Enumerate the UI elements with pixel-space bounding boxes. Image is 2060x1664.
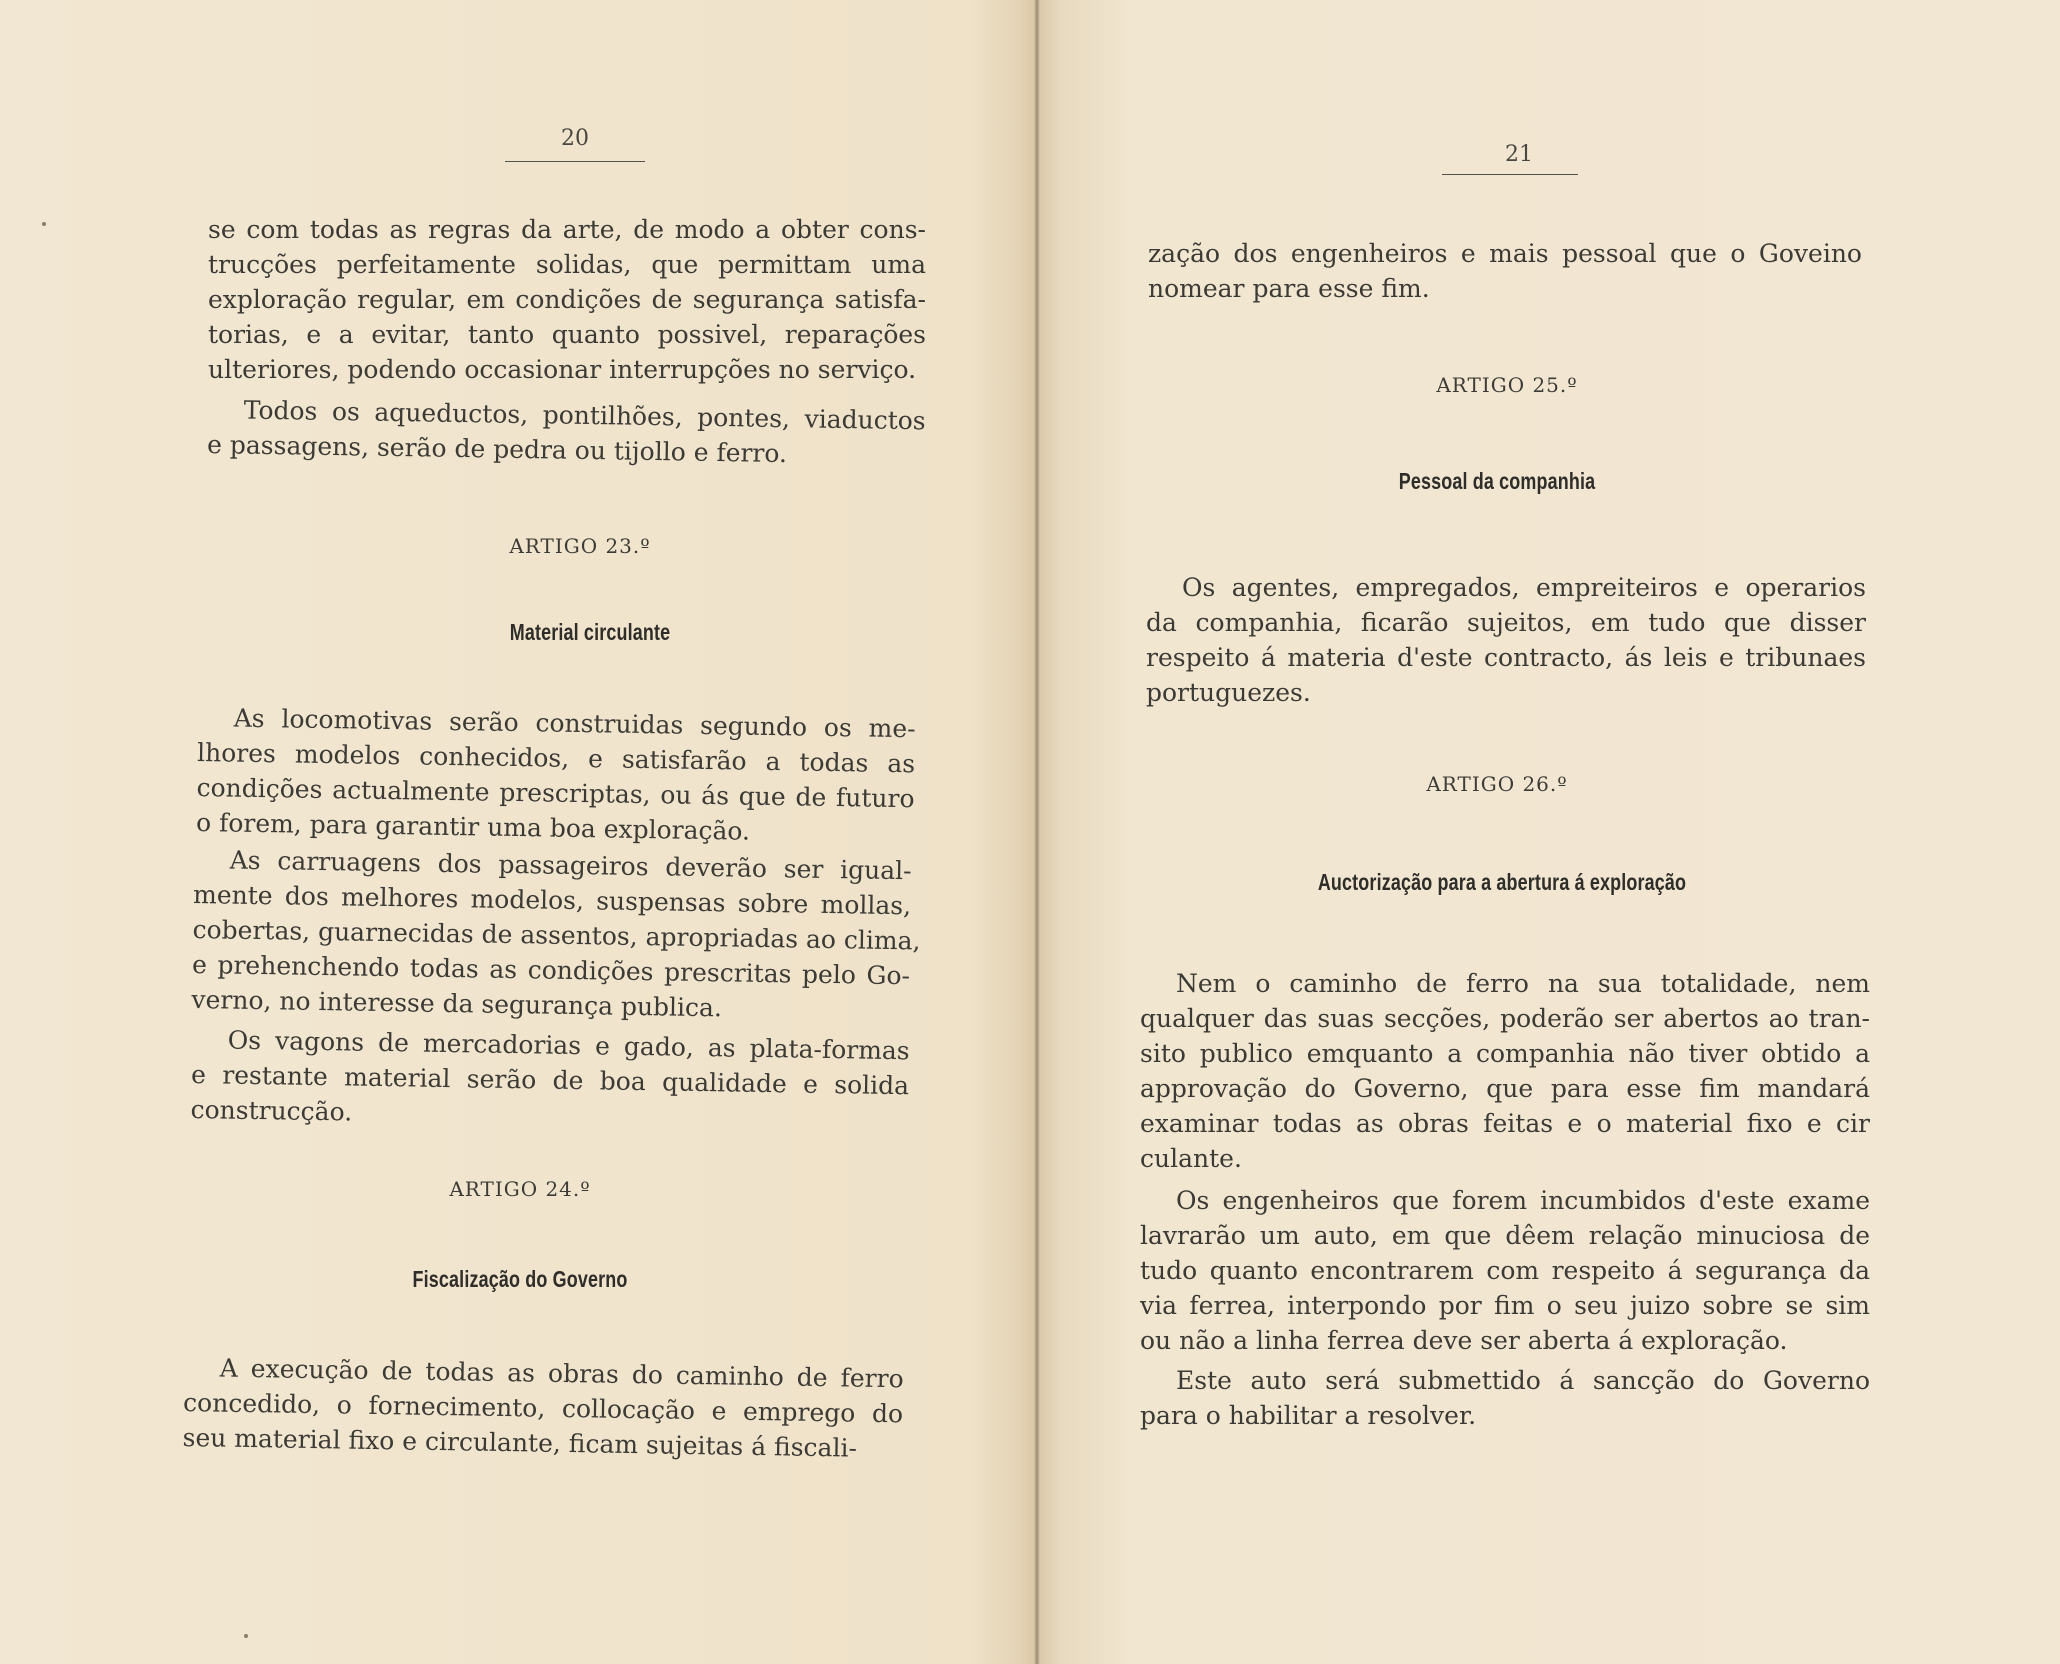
text-line: tudo quanto encontrarem com respeito á segurança da	[1140, 1256, 1870, 1285]
paragraph-carruagens	[191, 842, 921, 1028]
text-line: As locomotivas serão construidas segundo os me-	[233, 703, 916, 744]
text-line: mente dos melhores modelos, suspensas sobre mollas,	[192, 879, 912, 921]
paragraph-continuation-right	[1148, 236, 1862, 306]
text-line: Este auto será submettido á sancção do Governo	[1176, 1366, 1870, 1395]
paper-speck	[244, 1634, 248, 1638]
text-line: e prehenchendo todas as condições prescritas pelo Go-	[191, 949, 911, 991]
text-line: construcção.	[190, 1094, 353, 1127]
page-number-21: 21	[1505, 142, 1533, 167]
text-line: via ferrea, interpondo por fim o seu juizo sobre se sim	[1140, 1291, 1870, 1320]
page-number-20: 20	[561, 126, 589, 151]
paragraph-execucao	[182, 1350, 904, 1466]
artigo-26-label: ARTIGO 26.º	[1426, 772, 1568, 796]
text-line: nomear para esse fim.	[1148, 274, 1430, 303]
text-line: Os vagons de mercadorias e gado, as plata-formas	[227, 1025, 910, 1066]
text-line: portuguezes.	[1146, 678, 1311, 707]
paragraph-agentes	[1146, 570, 1866, 710]
text-line: approvação do Governo, que para esse fim mandará	[1140, 1074, 1870, 1103]
text-line: torias, e a evitar, tanto quanto possivel, reparações	[208, 320, 926, 349]
text-line: para o habilitar a resolver.	[1140, 1401, 1477, 1430]
artigo-24-label: ARTIGO 24.º	[449, 1177, 591, 1201]
artigo-25-label: ARTIGO 25.º	[1436, 373, 1578, 397]
text-line: e passagens, serão de pedra ou tijollo e ferro.	[206, 429, 788, 469]
artigo-26-heading: Auctorização para a abertura á exploração	[1317, 869, 1687, 895]
book-gutter	[1034, 0, 1040, 1664]
text-line: verno, no interesse da segurança publica.	[191, 984, 723, 1023]
text-line: Nem o caminho de ferro na sua totalidade, nem	[1176, 969, 1870, 998]
text-line: qualquer das suas secções, poderão ser abertos ao tran-	[1140, 1004, 1870, 1033]
text-line: concedido, o fornecimento, collocação e emprego do	[182, 1387, 904, 1429]
text-line: lhores modelos conhecidos, e satisfarão a todas as	[196, 737, 916, 779]
text-line: e restante material serão de boa qualidade e solida	[190, 1059, 910, 1101]
paragraph-aqueductos	[207, 392, 926, 473]
paragraph-nem-o-caminho	[1140, 966, 1870, 1176]
artigo-25-heading: Pessoal da companhia	[1398, 468, 1596, 494]
text-line: exploração regular, em condições de segurança satisfa-	[208, 285, 926, 314]
text-line: lavrarão um auto, em que dêem relação minuciosa de	[1140, 1221, 1870, 1250]
paragraph-continuation-left	[208, 212, 926, 387]
text-line: A execução de todas as obras do caminho de ferro	[219, 1353, 904, 1394]
text-line: Os engenheiros que forem incumbidos d'este exame	[1176, 1186, 1870, 1215]
text-line: da companhia, ficarão sujeitos, em tudo que disser	[1146, 608, 1866, 637]
text-line: Todos os aqueductos, pontilhões, pontes, viaductos	[243, 395, 926, 436]
header-rule-left	[505, 161, 645, 162]
artigo-23-label: ARTIGO 23.º	[509, 534, 651, 558]
header-rule-right	[1442, 174, 1578, 175]
text-line: sito publico emquanto a companhia não tiver obtido a	[1140, 1039, 1870, 1068]
text-line: cobertas, guarnecidas de assentos, apropriadas ao clima,	[192, 914, 921, 956]
paragraph-locomotivas	[196, 700, 916, 851]
text-line: condições actualmente prescriptas, ou ás que de futuro	[196, 772, 915, 814]
paper-speck	[42, 222, 46, 226]
text-line: o forem, para garantir uma boa exploração.	[195, 807, 751, 846]
text-line: culante.	[1140, 1144, 1242, 1173]
right-page	[1042, 0, 2060, 1664]
text-line: zação dos engenheiros e mais pessoal que o Goveino	[1148, 239, 1862, 268]
text-line: As carruagens dos passageiros deverão ser igual-	[229, 845, 912, 886]
text-line: trucções perfeitamente solidas, que permittam uma	[208, 250, 926, 279]
artigo-23-heading: Material circulante	[509, 619, 671, 645]
paragraph-engenheiros	[1140, 1183, 1870, 1358]
text-line: ou não a linha ferrea deve ser aberta á exploração.	[1140, 1326, 1788, 1355]
text-line: examinar todas as obras feitas e o material fixo e cir	[1140, 1109, 1870, 1138]
paragraph-vagons	[190, 1022, 910, 1138]
text-line: respeito á materia d'este contracto, ás leis e tribunaes	[1146, 643, 1866, 672]
artigo-24-heading: Fiscalização do Governo	[412, 1266, 628, 1292]
text-line: ulteriores, podendo occasionar interrupções no serviço.	[208, 355, 917, 384]
text-line: se com todas as regras da arte, de modo a obter cons-	[208, 215, 926, 244]
text-line: Os agentes, empregados, empreiteiros e operarios	[1182, 573, 1866, 602]
text-line: seu material fixo e circulante, ficam sujeitas á fiscali-	[182, 1422, 858, 1463]
paragraph-este-auto	[1140, 1363, 1870, 1433]
